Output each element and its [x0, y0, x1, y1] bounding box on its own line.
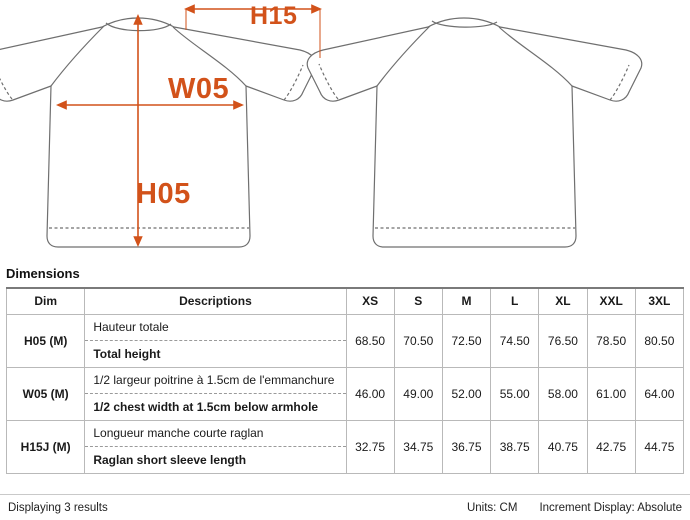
units-label: Units: CM [466, 501, 518, 514]
table-row [7, 367, 684, 420]
row-value-l: 74.50 [491, 314, 539, 367]
column-header-m[interactable]: M [442, 288, 490, 314]
row-value-xs: 68.50 [346, 314, 394, 367]
row-value-m: 36.75 [442, 420, 490, 473]
table-footer-bar [0, 494, 690, 520]
row-description [85, 367, 346, 420]
row-description-primary: 1/2 largeur poitrine à 1.5cm de l'emmanchure [85, 368, 345, 394]
row-value-3xl: 80.50 [635, 314, 683, 367]
row-value-s: 34.75 [394, 420, 442, 473]
column-header-xl[interactable]: XL [539, 288, 587, 314]
row-dim-code: H15J (M) [7, 420, 85, 473]
column-header-xxl[interactable]: XXL [587, 288, 635, 314]
dimensions-table-container [0, 287, 690, 474]
increment-display-label: Increment Display: Absolute [539, 501, 682, 514]
page-title: Dimensions [6, 266, 80, 281]
column-header-l[interactable]: L [491, 288, 539, 314]
row-value-xs: 32.75 [346, 420, 394, 473]
row-value-m: 52.00 [442, 367, 490, 420]
row-description-primary: Longueur manche courte raglan [85, 421, 345, 447]
column-header-xs[interactable]: XS [346, 288, 394, 314]
label-sleeve-dimension: H15 [250, 2, 298, 30]
row-description-primary: Hauteur totale [85, 315, 345, 341]
dimensions-table [6, 287, 684, 474]
row-value-xl: 40.75 [539, 420, 587, 473]
column-header-3xl[interactable]: 3XL [635, 288, 683, 314]
row-description [85, 420, 346, 473]
label-chest-dimension: W05 [168, 73, 230, 105]
column-header-s[interactable]: S [394, 288, 442, 314]
row-value-xxl: 61.00 [587, 367, 635, 420]
row-description-secondary: Raglan short sleeve length [93, 452, 247, 467]
table-row [7, 314, 684, 367]
row-value-s: 70.50 [394, 314, 442, 367]
back-garment-view [307, 18, 642, 247]
column-header-descriptions[interactable]: Descriptions [85, 288, 346, 314]
row-value-l: 38.75 [491, 420, 539, 473]
row-value-3xl: 44.75 [635, 420, 683, 473]
row-value-l: 55.00 [491, 367, 539, 420]
row-dim-code: W05 (M) [7, 367, 85, 420]
row-description-secondary: 1/2 chest width at 1.5cm below armhole [93, 399, 319, 414]
row-value-3xl: 64.00 [635, 367, 683, 420]
row-value-xl: 58.00 [539, 367, 587, 420]
row-dim-code: H05 (M) [7, 314, 85, 367]
results-count-label: Displaying 3 results [8, 501, 108, 514]
row-value-m: 72.50 [442, 314, 490, 367]
row-value-xl: 76.50 [539, 314, 587, 367]
label-height-dimension: H05 [136, 178, 191, 210]
table-header-row [7, 288, 684, 314]
row-description [85, 314, 346, 367]
row-description-secondary: Total height [93, 346, 161, 361]
front-garment-view [0, 18, 316, 247]
table-row [7, 420, 684, 473]
row-value-xxl: 78.50 [587, 314, 635, 367]
row-value-s: 49.00 [394, 367, 442, 420]
column-header-dim[interactable]: Dim [7, 288, 85, 314]
row-value-xs: 46.00 [346, 367, 394, 420]
row-value-xxl: 42.75 [587, 420, 635, 473]
